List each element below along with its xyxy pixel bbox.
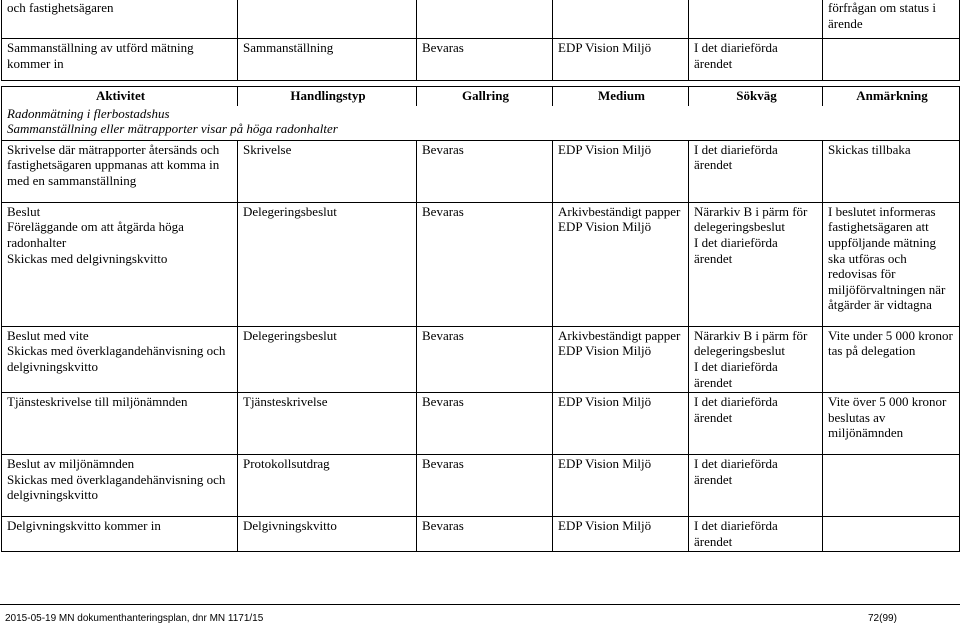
cell-text: EDP Vision Miljö [558, 343, 652, 359]
cell [553, 39, 689, 81]
page-footer [0, 604, 960, 624]
cell-retention [417, 455, 553, 517]
cell-remark [823, 202, 960, 326]
cell-remark [823, 455, 960, 517]
cell-text: Beslut med vite [7, 327, 89, 343]
cell-retention [417, 140, 553, 202]
cell-text: I det diarieförda ärendet [694, 456, 778, 487]
cell-remark [823, 517, 960, 552]
cell-text: Arkivbeständigt papper [558, 327, 681, 343]
cell-path [689, 326, 823, 392]
column-header: Sökväg [689, 87, 823, 106]
cell-medium [553, 393, 689, 455]
table-row [2, 393, 960, 455]
cell-path [689, 455, 823, 517]
document-table [1, 86, 960, 552]
cell-path [689, 393, 823, 455]
cell-text: Bevaras [422, 40, 464, 55]
table-row [2, 326, 960, 392]
section-title-row [2, 106, 960, 141]
column-header: Medium [553, 87, 689, 106]
cell-text: Skickas med delgivningskvitto [7, 250, 168, 266]
cell-path [689, 140, 823, 202]
cell [2, 0, 238, 39]
cell-activity [2, 517, 238, 552]
cell-document-type [238, 326, 417, 392]
section-title-line: Sammanställning eller mätrapporter visar på höga radonhalter [7, 121, 338, 137]
cell-text: Föreläggande om att åtgärda höga radonhalter [7, 219, 184, 250]
cell-activity [2, 393, 238, 455]
cell-retention [417, 393, 553, 455]
cell-remark [823, 393, 960, 455]
cell-text: Vite över 5 000 kronor beslutas av miljönämnden [828, 394, 947, 441]
cell-text: Beslut [7, 203, 41, 219]
cell-path [689, 202, 823, 326]
cell-text: EDP Vision Miljö [558, 40, 652, 55]
footer-page-number: 72(99) [868, 613, 897, 624]
cell [553, 0, 689, 39]
table-row [2, 140, 960, 202]
cell [2, 39, 238, 81]
cell-document-type [238, 202, 417, 326]
cell-text: I beslutet informeras fastighetsägaren att uppföljande mätning ska utföras och redovisas för miljöförvaltningen när åtgärder är vidtagna [828, 203, 946, 313]
cell-text: Vite under 5 000 kronor tas på delegation [828, 327, 953, 359]
cell-text: I det diarieförda ärendet [694, 394, 778, 425]
cell-text: Sammanställning av utförd mätning kommer in [7, 40, 194, 71]
cell-text: Bevaras [422, 203, 464, 219]
cell-text: I det diarieförda ärendet [694, 141, 778, 173]
cell-text: I det diarieförda ärendet [694, 518, 778, 549]
cell [238, 0, 417, 39]
table-header-row [2, 87, 960, 106]
cell-text: Bevaras [422, 141, 464, 157]
cell-text: EDP Vision Miljö [558, 518, 652, 534]
cell-text: Skickas med överklagandehänvisning och delgivningskvitto [7, 471, 226, 503]
cell-text: I det diarieförda ärendet [694, 40, 778, 71]
cell-text: Protokollsutdrag [243, 456, 330, 472]
cell [689, 39, 823, 81]
cell-text: Närarkiv B i pärm för delegeringsbeslut [694, 327, 808, 359]
cell-medium [553, 517, 689, 552]
cell-document-type [238, 140, 417, 202]
table-row [2, 0, 960, 39]
cell-text: EDP Vision Miljö [558, 394, 652, 410]
cell-document-type [238, 393, 417, 455]
cell-path [689, 517, 823, 552]
section-title [2, 106, 960, 141]
cell-retention [417, 517, 553, 552]
cell-text: Delegeringsbeslut [243, 327, 337, 343]
cell-document-type [238, 517, 417, 552]
cell-retention [417, 326, 553, 392]
cell-medium [553, 455, 689, 517]
cell-text: Skrivelse där mätrapporter återsänds och fastighetsägaren uppmanas att komma in med en sammanställning [7, 141, 220, 188]
table-row [2, 517, 960, 552]
cell-text: Närarkiv B i pärm för delegeringsbeslut [694, 203, 808, 235]
cell-text: Bevaras [422, 394, 464, 410]
cell-retention [417, 202, 553, 326]
continued-table-top [1, 0, 960, 81]
footer-document-info: 2015-05-19 MN dokumenthanteringsplan, dnr MN 1171/15 [5, 613, 264, 624]
table-row [2, 39, 960, 81]
cell-text: Skickas med överklagandehänvisning och delgivningskvitto [7, 343, 226, 374]
cell-text: Bevaras [422, 327, 464, 343]
cell-text: EDP Vision Miljö [558, 456, 652, 472]
cell-text: Bevaras [422, 456, 464, 472]
column-header: Aktivitet [2, 87, 238, 106]
cell-medium [553, 140, 689, 202]
cell-text: Tjänsteskrivelse till miljönämnden [7, 394, 188, 410]
cell-activity [2, 140, 238, 202]
cell-document-type [238, 455, 417, 517]
cell-text: I det diarieförda ärendet [694, 234, 778, 266]
cell [417, 39, 553, 81]
cell-text: Delgivningskvitto [243, 518, 337, 534]
cell-activity [2, 202, 238, 326]
cell-text: Delegeringsbeslut [243, 203, 337, 219]
cell-text: Bevaras [422, 518, 464, 534]
column-header: Gallring [417, 87, 553, 106]
cell [238, 39, 417, 81]
table-row [2, 455, 960, 517]
cell-text: förfrågan om status i ärende [828, 0, 936, 31]
cell-activity [2, 326, 238, 392]
cell-activity [2, 455, 238, 517]
cell-medium [553, 202, 689, 326]
cell [823, 0, 960, 39]
cell-text: och fastighetsägaren [7, 0, 114, 15]
cell-text: Tjänsteskrivelse [243, 394, 328, 410]
cell [689, 0, 823, 39]
cell-text: I det diarieförda ärendet [694, 358, 778, 390]
cell-text: Arkivbeständigt papper [558, 203, 681, 219]
cell-text: Skrivelse [243, 141, 292, 157]
cell-text: EDP Vision Miljö [558, 141, 652, 157]
cell-text: EDP Vision Miljö [558, 219, 652, 235]
cell-text: Delgivningskvitto kommer in [7, 518, 161, 534]
cell-remark [823, 326, 960, 392]
cell [417, 0, 553, 39]
cell-text: Beslut av miljönämnden [7, 456, 135, 472]
cell-text: Skickas tillbaka [828, 141, 911, 157]
column-header: Handlingstyp [238, 87, 417, 106]
cell-text: Sammanställning [243, 40, 334, 55]
cell-remark [823, 140, 960, 202]
column-header: Anmärkning [823, 87, 960, 106]
section-title-line: Radonmätning i flerbostadshus [7, 105, 170, 121]
cell [823, 39, 960, 81]
table-row [2, 202, 960, 326]
cell-medium [553, 326, 689, 392]
